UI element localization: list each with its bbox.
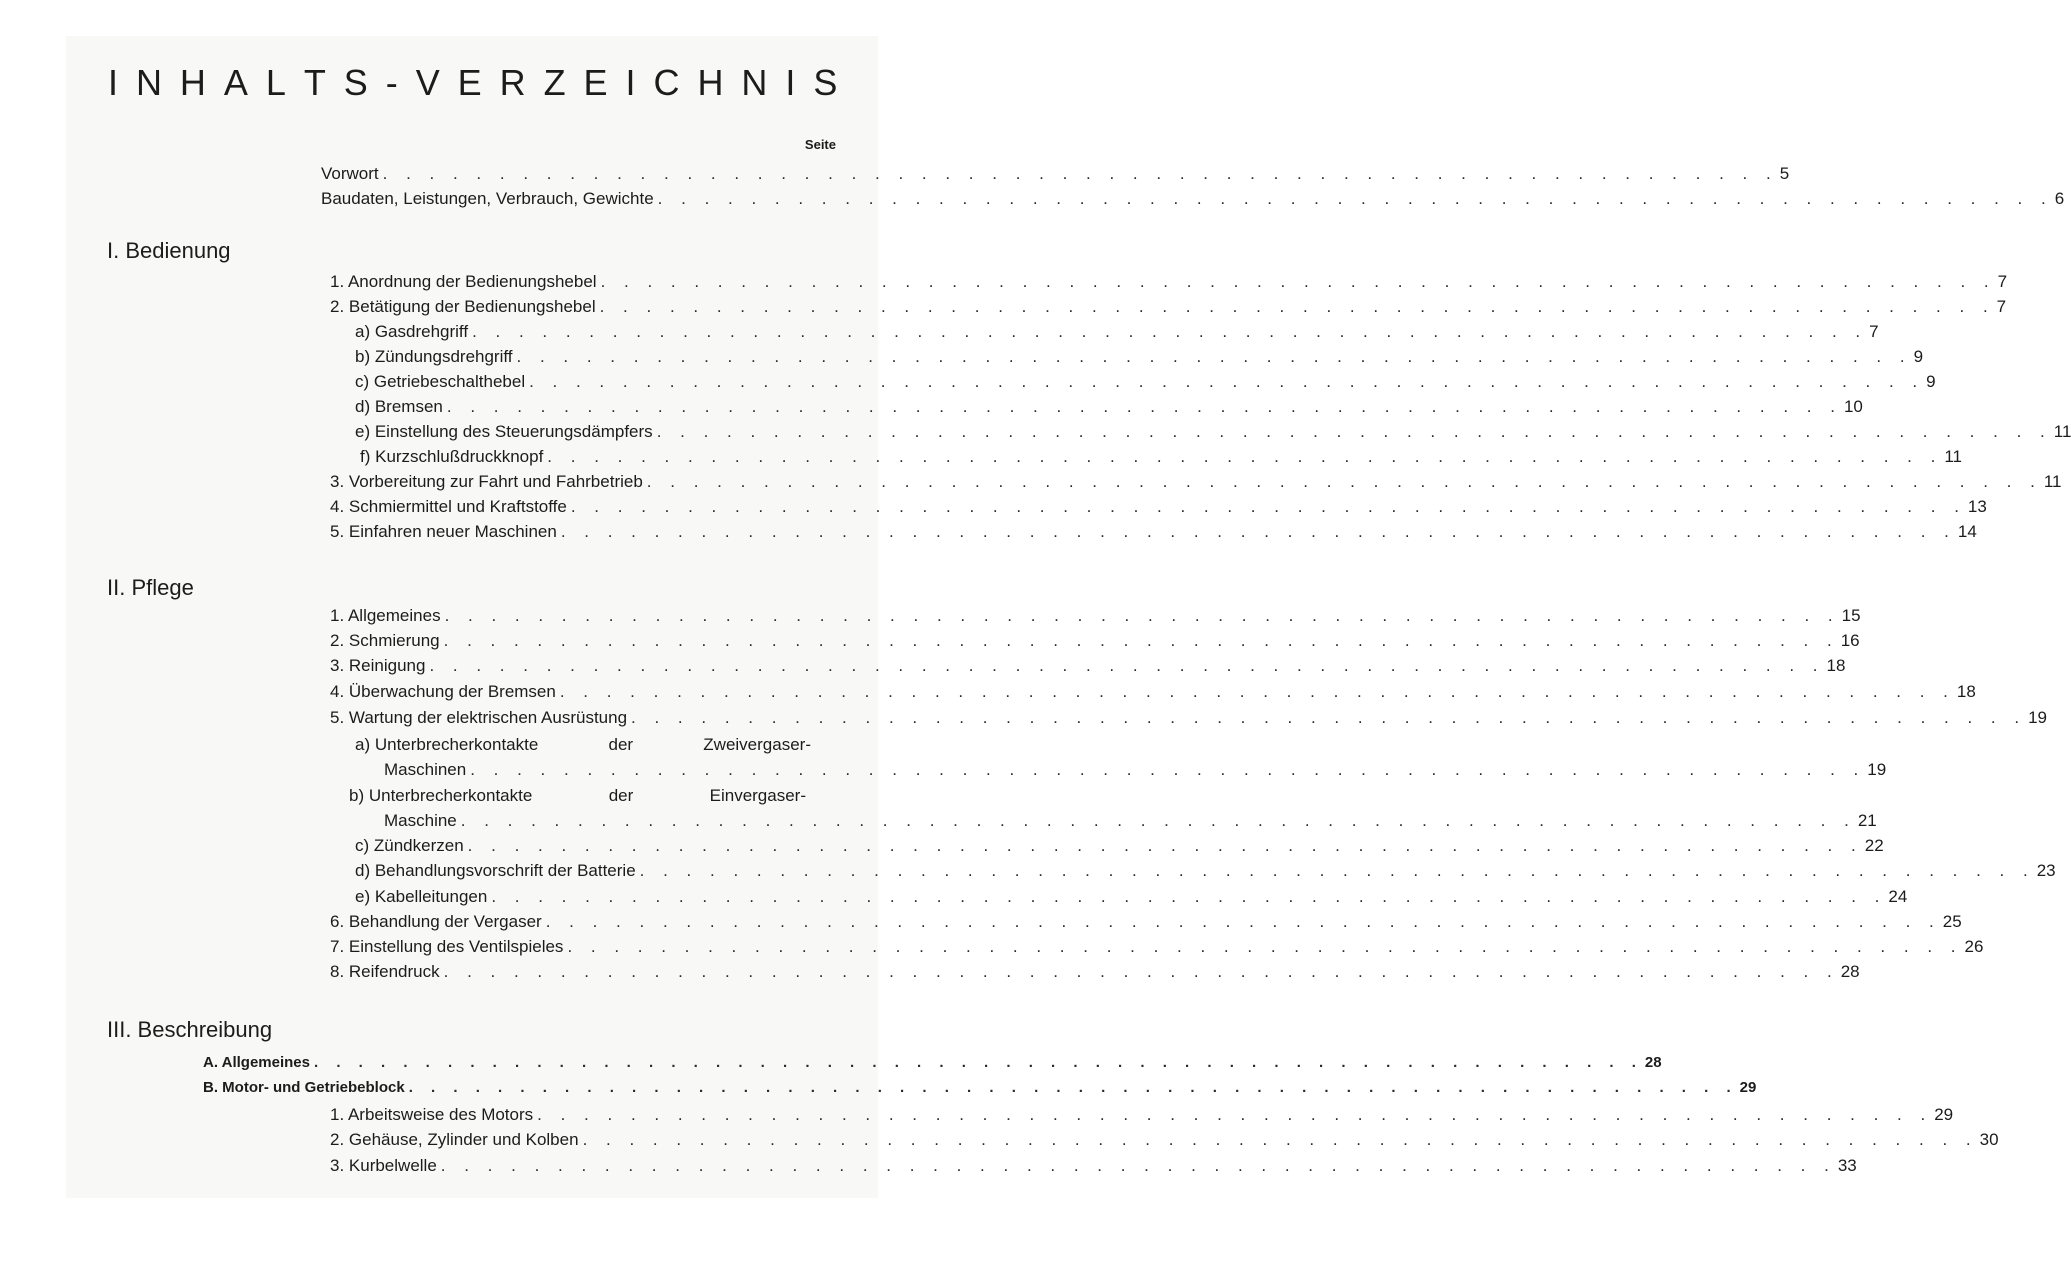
entry-label: Vorwort <box>321 164 379 183</box>
leader-dots: . . . . . . . . . . . . . . . . . . . . . . . . . . . . . . . . . . . . . . . . . . . . . . . . . . . . . . . . . . . . <box>560 522 1956 541</box>
entry-page: 6 <box>2054 189 2065 208</box>
entry-page: 18 <box>1826 656 1846 675</box>
entry-label: c) Getriebeschalthebel <box>355 372 526 391</box>
entry-label: der <box>608 735 634 754</box>
entry-label: 1. Arbeitsweise des Motors <box>330 1105 534 1124</box>
title-letter: C <box>653 62 680 103</box>
entry-page: 19 <box>1867 760 1887 779</box>
entry-label: 1. Anordnung der Bedienungshebel <box>330 272 597 291</box>
leader-dots: . . . . . . . . . . . . . . . . . . . . . . . . . . . . . . . . . . . . . . . . . . . . . . . . . . . . . . . . . . . . <box>467 836 1863 855</box>
title-letter: H <box>697 62 724 103</box>
entry-label: 5. Einfahren neuer Maschinen <box>330 522 557 541</box>
toc-entry[interactable] <box>330 960 1860 984</box>
entry-label: 6. Behandlung der Vergaser <box>330 912 542 931</box>
toc-entry[interactable] <box>330 470 2062 494</box>
toc-entry[interactable] <box>330 1103 1954 1127</box>
toc-entry[interactable] <box>330 520 1977 544</box>
leader-dots: . . . . . . . . . . . . . . . . . . . . . . . . . . . . . . . . . . . . . . . . . . . . . . . . . . . . . . . . . . . . <box>460 811 1856 830</box>
toc-entry[interactable] <box>203 1076 1757 1100</box>
entry-label: b) Unterbrecherkontakte <box>349 786 533 805</box>
toc-entry[interactable] <box>360 445 1963 469</box>
entry-label: a) Gasdrehgriff <box>355 322 469 341</box>
leader-dots: . . . . . . . . . . . . . . . . . . . . . . . . . . . . . . . . . . . . . . . . . . . . . . . . . . . . . . . . . . . . <box>537 1105 1933 1124</box>
entry-page: 28 <box>1840 962 1860 981</box>
entry-label: 2. Gehäuse, Zylinder und Kolben <box>330 1130 579 1149</box>
entry-label: A. Allgemeines <box>203 1054 310 1071</box>
leader-dots: . . . . . . . . . . . . . . . . . . . . . . . . . . . . . . . . . . . . . . . . . . . . . . . . . . . . . . . . . . . . <box>631 708 2027 727</box>
toc-entry[interactable] <box>330 1154 1857 1178</box>
leader-dots: . . . . . . . . . . . . . . . . . . . . . . . . . . . . . . . . . . . . . . . . . . . . . . . . . . . . . . . . . . . . <box>599 297 1995 316</box>
entry-page: 19 <box>2028 708 2048 727</box>
entry-page: 7 <box>1997 272 2008 291</box>
leader-dots: . . . . . . . . . . . . . . . . . . . . . . . . . . . . . . . . . . . . . . . . . . . . . . . . . . . . . . . . . . . . <box>440 1156 1836 1175</box>
entry-page: 25 <box>1942 912 1962 931</box>
leader-dots: . . . . . . . . . . . . . . . . . . . . . . . . . . . . . . . . . . . . . . . . . . . . . . . . . . . . . . . . . . . . <box>444 606 1840 625</box>
leader-dots: . . . . . . . . . . . . . . . . . . . . . . . . . . . . . . . . . . . . . . . . . . . . . . . . . . . . . . . . . . . . <box>472 322 1868 341</box>
entry-page: 21 <box>1857 811 1877 830</box>
section-heading: I. Bedienung <box>107 238 231 263</box>
toc-entry[interactable] <box>355 395 1863 419</box>
entry-page: 11 <box>2043 472 2062 491</box>
entry-page: 33 <box>1837 1156 1857 1175</box>
entry-label: e) Kabelleitungen <box>355 887 488 906</box>
entry-label: B. Motor- und Getriebeblock <box>203 1079 405 1096</box>
entry-label: f) Kurzschlußdruckknopf <box>360 447 544 466</box>
entry-label: Maschine <box>384 811 457 830</box>
entry-page: 18 <box>1956 682 1976 701</box>
leader-dots: . . . . . . . . . . . . . . . . . . . . . . . . . . . . . . . . . . . . . . . . . . . . . . . . . . . . . . . . . . . . <box>491 887 1887 906</box>
toc-entry[interactable] <box>384 758 1887 782</box>
entry-label: 4. Schmiermittel und Kraftstoffe <box>330 497 567 516</box>
toc-entry[interactable] <box>321 187 2065 211</box>
entry-label: d) Bremsen <box>355 397 443 416</box>
leader-dots: . . . . . . . . . . . . . . . . . . . . . . . . . . . . . . . . . . . . . . . . . . . . . . . . . . . . . . . . . . . . <box>313 1054 1643 1071</box>
toc-entry-wrapped[interactable] <box>349 784 806 808</box>
entry-page: 7 <box>1996 297 2007 316</box>
leader-dots: . . . . . . . . . . . . . . . . . . . . . . . . . . . . . . . . . . . . . . . . . . . . . . . . . . . . . . . . . . . . <box>516 347 1912 366</box>
toc-entry[interactable] <box>330 910 1962 934</box>
leader-dots: . . . . . . . . . . . . . . . . . . . . . . . . . . . . . . . . . . . . . . . . . . . . . . . . . . . . . . . . . . . . <box>446 397 1842 416</box>
entry-label: 2. Betätigung der Bedienungshebel <box>330 297 596 316</box>
entry-page: 15 <box>1841 606 1861 625</box>
entry-page: 7 <box>1869 322 1879 341</box>
entry-page: 10 <box>1843 397 1863 416</box>
toc-entry[interactable] <box>321 162 1790 186</box>
entry-label: Einvergaser- <box>709 786 806 805</box>
entry-page: 16 <box>1840 631 1860 650</box>
entry-label: der <box>608 786 634 805</box>
toc-entry[interactable] <box>355 859 2056 883</box>
entry-label: b) Zündungsdrehgriff <box>355 347 513 366</box>
leader-dots: . . . . . . . . . . . . . . . . . . . . . . . . . . . . . . . . . . . . . . . . . . . . . . . . . . . . . . . . . . . . <box>429 656 1825 675</box>
title-letter: L <box>265 62 287 103</box>
entry-label: 3. Kurbelwelle <box>330 1156 437 1175</box>
leader-dots: . . . . . . . . . . . . . . . . . . . . . . . . . . . . . . . . . . . . . . . . . . . . . . . . . . . . . . . . . . . . <box>470 760 1866 779</box>
title-letter: V <box>415 62 441 103</box>
leader-dots: . . . . . . . . . . . . . . . . . . . . . . . . . . . . . . . . . . . . . . . . . . . . . . . . . . . . . . . . . . . . <box>547 447 1943 466</box>
toc-entry[interactable] <box>355 345 1924 369</box>
toc-entry[interactable] <box>330 270 2008 294</box>
entry-page: 22 <box>1864 836 1884 855</box>
toc-entry[interactable] <box>330 295 2007 319</box>
entry-label: 4. Überwachung der Bremsen <box>330 682 556 701</box>
entry-page: 5 <box>1779 164 1790 183</box>
title-letter: A <box>223 62 249 103</box>
toc-entry[interactable] <box>355 885 1908 909</box>
leader-dots: . . . . . . . . . . . . . . . . . . . . . . . . . . . . . . . . . . . . . . . . . . . . . . . . . . . . . . . . . . . . <box>545 912 1941 931</box>
title-letter: - <box>385 62 399 103</box>
title-letter: I <box>108 62 119 103</box>
entry-page: 30 <box>1979 1130 1999 1149</box>
entry-label: c) Zündkerzen <box>355 836 464 855</box>
leader-dots: . . . . . . . . . . . . . . . . . . . . . . . . . . . . . . . . . . . . . . . . . . . . . . . . . . . . . . . . . . . . <box>443 962 1839 981</box>
leader-dots: . . . . . . . . . . . . . . . . . . . . . . . . . . . . . . . . . . . . . . . . . . . . . . . . . . . . . . . . . . . . <box>382 164 1778 183</box>
entry-page: 29 <box>1934 1105 1954 1124</box>
title-letter: Z <box>543 62 567 103</box>
toc-entry[interactable] <box>330 654 1846 678</box>
toc-entry[interactable] <box>330 706 2048 730</box>
entry-page: 13 <box>1967 497 1987 516</box>
leader-dots: . . . . . . . . . . . . . . . . . . . . . . . . . . . . . . . . . . . . . . . . . . . . . . . . . . . . . . . . . . . . <box>570 497 1966 516</box>
title-letter: S <box>343 62 369 103</box>
toc-entry[interactable] <box>355 320 1879 344</box>
entry-label: 7. Einstellung des Ventilspieles <box>330 937 564 956</box>
leader-dots: . . . . . . . . . . . . . . . . . . . . . . . . . . . . . . . . . . . . . . . . . . . . . . . . . . . . . . . . . . . . <box>567 937 1963 956</box>
entry-page: 29 <box>1739 1079 1757 1096</box>
title-letter: H <box>179 62 207 103</box>
leader-dots: . . . . . . . . . . . . . . . . . . . . . . . . . . . . . . . . . . . . . . . . . . . . . . . . . . . . . . . . . . . . <box>646 472 2042 491</box>
leader-dots: . . . . . . . . . . . . . . . . . . . . . . . . . . . . . . . . . . . . . . . . . . . . . . . . . . . . . . . . . . . . <box>582 1130 1978 1149</box>
leader-dots: . . . . . . . . . . . . . . . . . . . . . . . . . . . . . . . . . . . . . . . . . . . . . . . . . . . . . . . . . . . . <box>529 372 1925 391</box>
entry-label: Baudaten, Leistungen, Verbrauch, Gewichte <box>321 189 654 208</box>
toc-entry[interactable] <box>330 495 1987 519</box>
entry-label: 8. Reifendruck <box>330 962 440 981</box>
entry-label: 5. Wartung der elektrischen Ausrüstung <box>330 708 628 727</box>
leader-dots: . . . . . . . . . . . . . . . . . . . . . . . . . . . . . . . . . . . . . . . . . . . . . . . . . . . . . . . . . . . . <box>559 682 1955 701</box>
toc-entry[interactable] <box>355 834 1884 858</box>
title-letter: N <box>135 62 163 103</box>
toc-entry[interactable] <box>384 809 1877 833</box>
leader-dots: . . . . . . . . . . . . . . . . . . . . . . . . . . . . . . . . . . . . . . . . . . . . . . . . . . . . . . . . . . . . <box>656 422 2052 441</box>
title-letter: E <box>583 62 609 103</box>
leader-dots: . . . . . . . . . . . . . . . . . . . . . . . . . . . . . . . . . . . . . . . . . . . . . . . . . . . . . . . . . . . . <box>657 189 2053 208</box>
toc-entry[interactable] <box>203 1051 1662 1075</box>
toc-entry[interactable] <box>355 370 1936 394</box>
title-letter: T <box>303 62 327 103</box>
title-letter: R <box>499 62 527 103</box>
title-letter: S <box>813 62 838 103</box>
title-letter: I <box>625 62 637 103</box>
leader-dots: . . . . . . . . . . . . . . . . . . . . . . . . . . . . . . . . . . . . . . . . . . . . . . . . . . . . . . . . . . . . <box>443 631 1839 650</box>
toc-entry[interactable] <box>355 420 2071 444</box>
toc-entry-wrapped[interactable] <box>355 733 811 757</box>
toc-entry[interactable] <box>330 935 1984 959</box>
entry-label: a) Unterbrecherkontakte <box>355 735 539 754</box>
leader-dots: . . . . . . . . . . . . . . . . . . . . . . . . . . . . . . . . . . . . . . . . . . . . . . . . . . . . . . . . . . . . <box>639 861 2035 880</box>
entry-page: 14 <box>1957 522 1977 541</box>
entry-page: 23 <box>2036 861 2056 880</box>
section-heading: II. Pflege <box>107 575 194 600</box>
entry-label: d) Behandlungsvorschrift der Batterie <box>355 861 636 880</box>
entry-label: e) Einstellung des Steuerungsdämpfers <box>355 422 653 441</box>
entry-page: 9 <box>1913 347 1924 366</box>
leader-dots: . . . . . . . . . . . . . . . . . . . . . . . . . . . . . . . . . . . . . . . . . . . . . . . . . . . . . . . . . . . . <box>408 1079 1738 1096</box>
entry-page: 26 <box>1964 937 1984 956</box>
toc-entry[interactable] <box>330 629 1860 653</box>
entry-label: Zweivergaser- <box>703 735 811 754</box>
toc-entry[interactable] <box>330 1128 1999 1152</box>
toc-entry[interactable] <box>330 604 1861 628</box>
entry-page: 28 <box>1644 1054 1662 1071</box>
entry-label: Maschinen <box>384 760 467 779</box>
title-letter: E <box>457 62 483 103</box>
section-heading: III. Beschreibung <box>107 1017 273 1042</box>
title-letter: N <box>741 62 768 103</box>
leader-dots: . . . . . . . . . . . . . . . . . . . . . . . . . . . . . . . . . . . . . . . . . . . . . . . . . . . . . . . . . . . . <box>600 272 1996 291</box>
entry-label: 3. Reinigung <box>330 656 426 675</box>
toc-entry[interactable] <box>330 680 1976 704</box>
entry-label: 2. Schmierung <box>330 631 440 650</box>
page-column-label: Seite <box>804 137 836 152</box>
entry-label: 1. Allgemeines <box>330 606 441 625</box>
title-letter: I <box>785 62 796 103</box>
entry-page: 11 <box>1944 447 1963 466</box>
entry-label: 3. Vorbereitung zur Fahrt und Fahrbetrieb <box>330 472 643 491</box>
entry-page: 9 <box>1926 372 1936 391</box>
page-title <box>108 62 838 104</box>
entry-page: 11 <box>2053 422 2071 441</box>
entry-page: 24 <box>1888 887 1908 906</box>
